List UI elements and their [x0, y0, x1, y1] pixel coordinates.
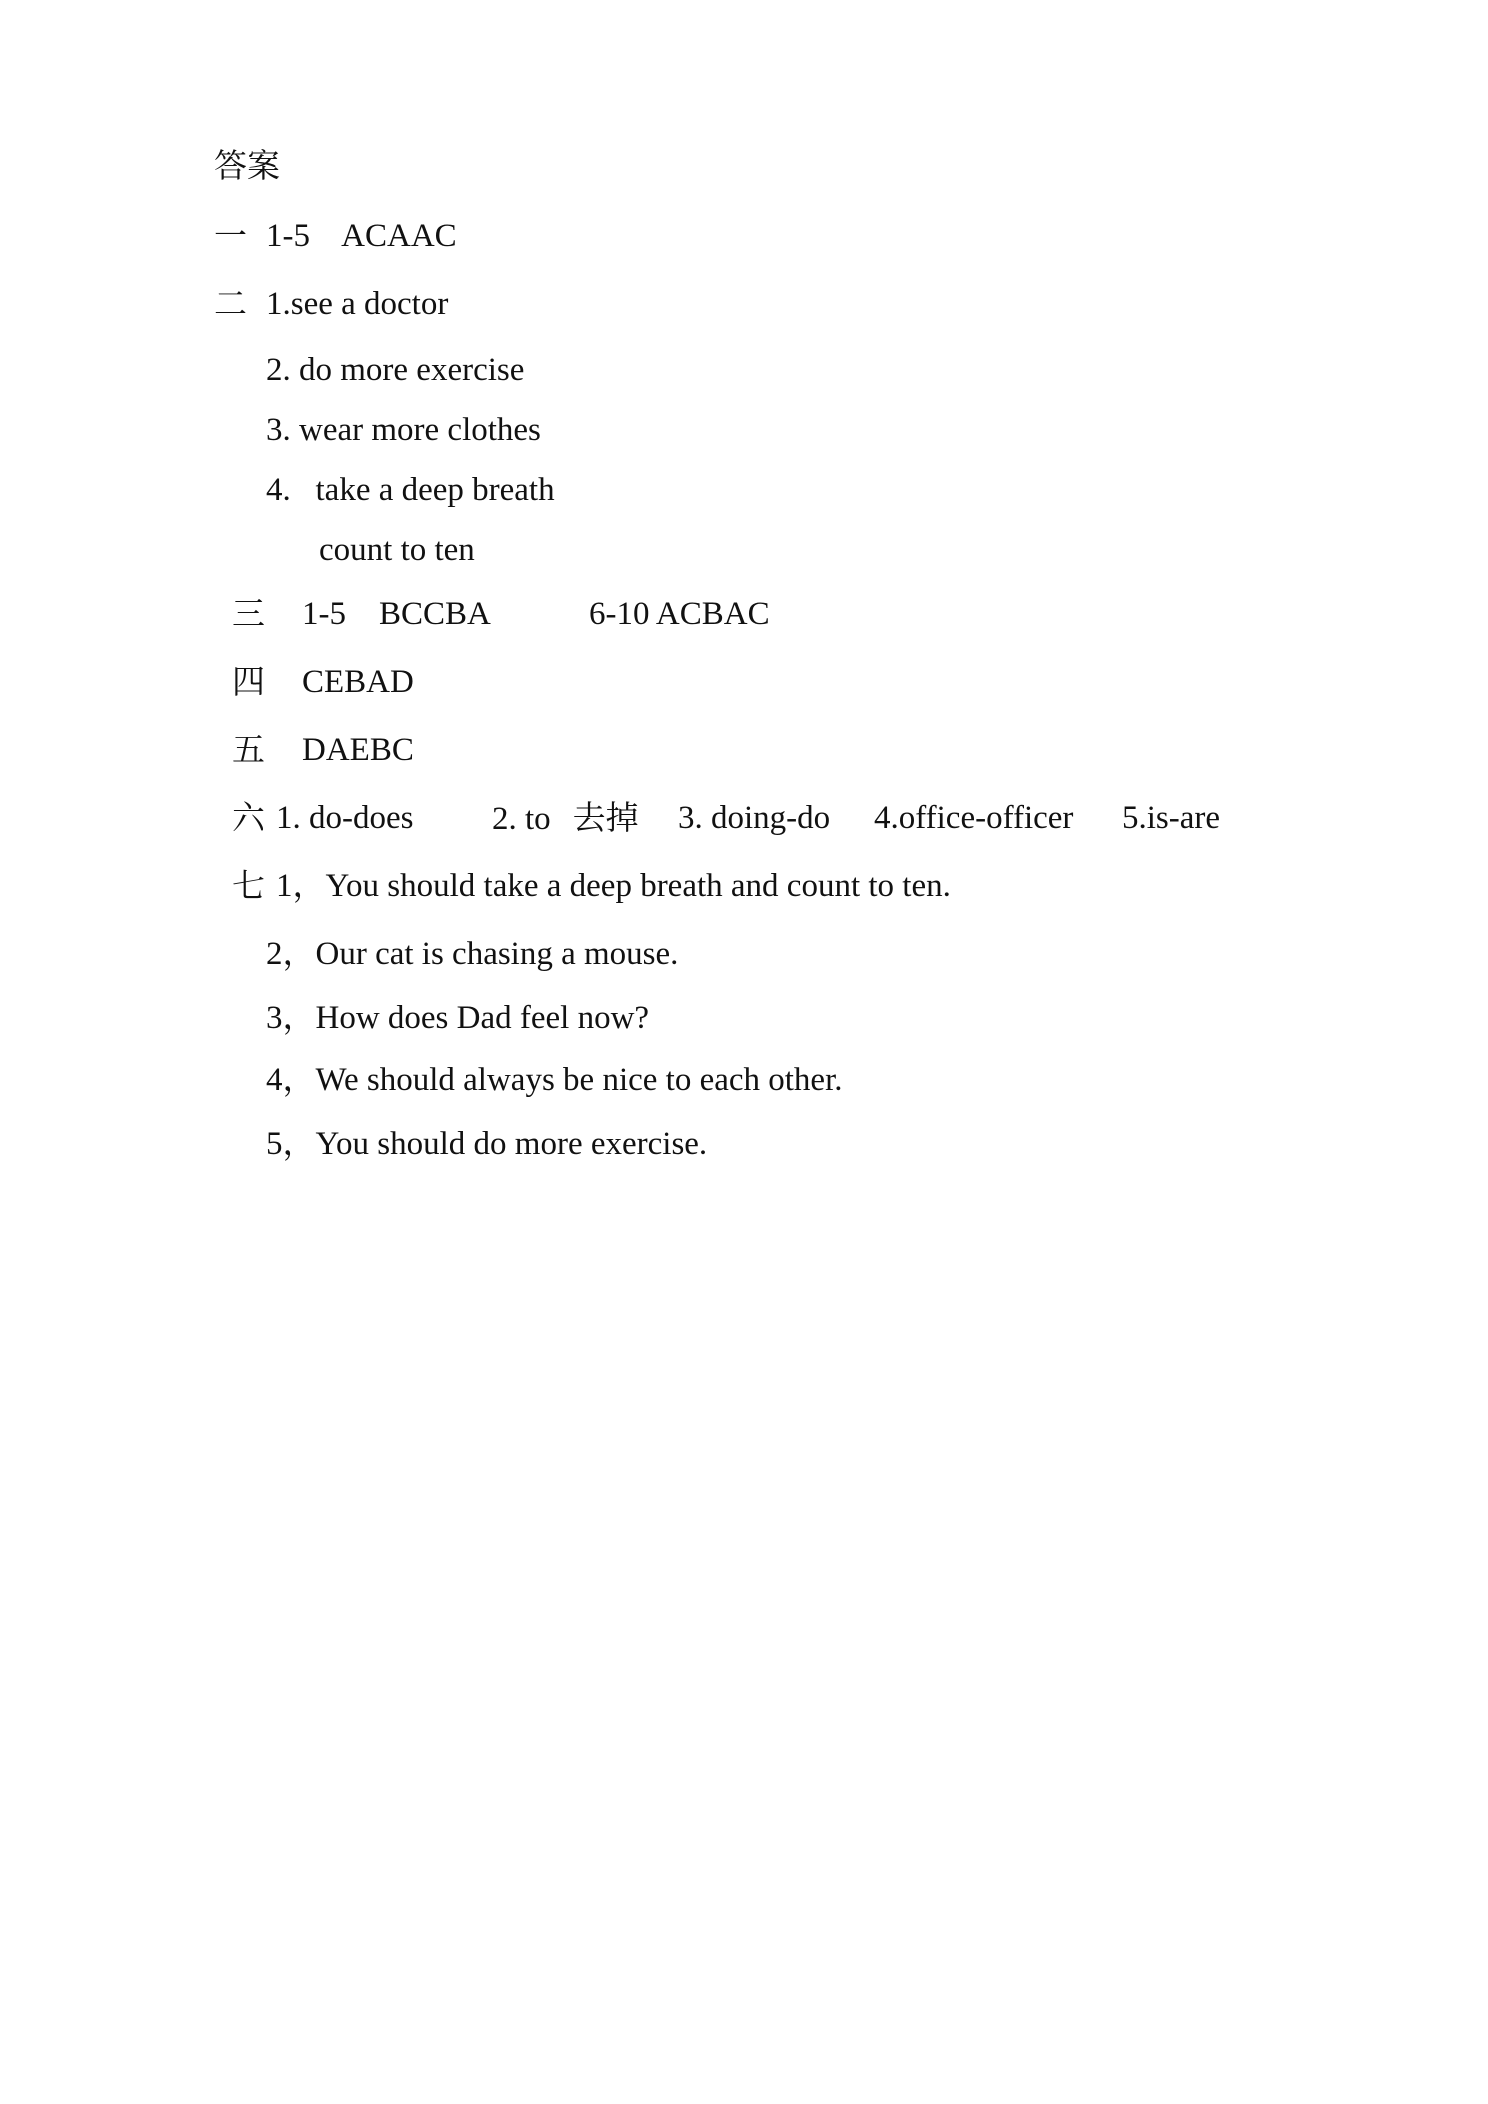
section-2-item-4: 4. take a deep breath — [266, 472, 555, 508]
section-2-item-1: 1.see a doctor — [266, 286, 449, 322]
section-3-answers-part-2: 6-10 ACBAC — [589, 596, 770, 632]
section-7-item-4: 4，We should always be nice to each other. — [266, 1062, 843, 1098]
section-6-item-2 — [492, 798, 639, 839]
section-6-item-5: 5.is-are — [1122, 800, 1221, 836]
section-2-item-4-continued: count to ten — [319, 532, 475, 568]
section-3-answers-part-1: 1-5 BCCBA — [302, 596, 491, 632]
section-6-number: 六 — [232, 798, 265, 837]
page-title: 答案 — [214, 146, 280, 185]
section-7-number: 七 — [232, 866, 265, 905]
section-6-item-4: 4.office-officer — [874, 800, 1074, 836]
section-5-answers: DAEBC — [302, 732, 414, 768]
section-2-item-2: 2. do more exercise — [266, 352, 525, 388]
section-1-answers: 1-5 ACAAC — [266, 218, 457, 254]
section-6-item-2-cjk: 去掉 — [572, 798, 639, 837]
section-2-item-3: 3. wear more clothes — [266, 412, 541, 448]
section-6-item-2-prefix: 2. to — [492, 801, 551, 837]
section-7-item-3: 3，How does Dad feel now? — [266, 1000, 650, 1036]
section-1-number: 一 — [214, 216, 247, 255]
section-7-item-1: 1，You should take a deep breath and count to ten. — [276, 868, 951, 904]
section-6-item-3: 3. doing-do — [678, 800, 831, 836]
section-3-number: 三 — [232, 594, 265, 633]
section-2-number: 二 — [214, 284, 247, 323]
section-4-number: 四 — [232, 662, 265, 701]
section-7-item-5: 5，You should do more exercise. — [266, 1126, 708, 1162]
section-4-answers: CEBAD — [302, 664, 414, 700]
section-5-number: 五 — [232, 730, 265, 769]
section-6-item-1: 1. do-does — [276, 800, 414, 836]
section-7-item-2: 2，Our cat is chasing a mouse. — [266, 936, 679, 972]
